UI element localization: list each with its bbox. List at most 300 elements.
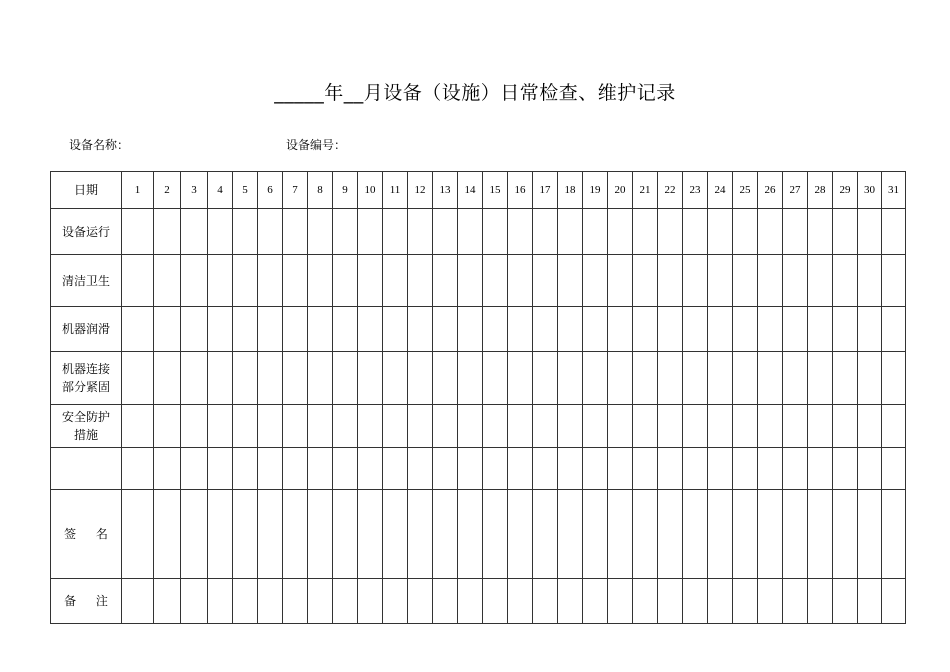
day-header-6: 6 [258, 172, 283, 209]
day-cell[interactable] [154, 255, 181, 307]
day-header-31: 31 [882, 172, 906, 209]
day-cell[interactable] [358, 209, 383, 255]
day-cell[interactable] [633, 255, 658, 307]
day-cell[interactable] [558, 255, 583, 307]
day-header-17: 17 [533, 172, 558, 209]
day-cell[interactable] [658, 307, 683, 352]
day-cell[interactable] [383, 405, 408, 448]
day-cell[interactable] [154, 307, 181, 352]
day-cell[interactable] [758, 209, 783, 255]
day-cell[interactable] [308, 448, 333, 490]
day-cell[interactable] [308, 405, 333, 448]
day-cell[interactable] [683, 448, 708, 490]
day-cell[interactable] [633, 405, 658, 448]
table-row [51, 255, 906, 307]
day-cell[interactable] [558, 209, 583, 255]
day-cell[interactable] [508, 405, 533, 448]
day-cell[interactable] [608, 307, 633, 352]
day-cell[interactable] [233, 255, 258, 307]
day-cell[interactable] [308, 490, 333, 579]
day-cell[interactable] [433, 448, 458, 490]
row-label [51, 490, 122, 579]
day-cell[interactable] [408, 307, 433, 352]
day-cell[interactable] [208, 255, 233, 307]
day-cell[interactable] [758, 352, 783, 405]
day-cell[interactable] [858, 209, 882, 255]
day-cell[interactable] [833, 307, 858, 352]
table-row [51, 209, 906, 255]
day-cell[interactable] [508, 579, 533, 624]
day-cell[interactable] [333, 255, 358, 307]
day-cell[interactable] [483, 405, 508, 448]
day-cell[interactable] [683, 352, 708, 405]
day-cell[interactable] [383, 209, 408, 255]
day-cell[interactable] [708, 448, 733, 490]
day-cell[interactable] [233, 490, 258, 579]
day-cell[interactable] [758, 255, 783, 307]
day-header-7: 7 [283, 172, 308, 209]
day-cell[interactable] [882, 255, 906, 307]
day-cell[interactable] [608, 255, 633, 307]
day-cell[interactable] [154, 352, 181, 405]
day-cell[interactable] [483, 448, 508, 490]
day-cell[interactable] [233, 405, 258, 448]
day-cell[interactable] [558, 448, 583, 490]
equipment-name-label: 设备名称： [69, 138, 130, 152]
day-cell[interactable] [408, 448, 433, 490]
day-header-29: 29 [833, 172, 858, 209]
row-label [51, 255, 122, 307]
day-cell[interactable] [181, 307, 208, 352]
inspection-record-table [50, 171, 906, 624]
row-label [51, 405, 122, 448]
day-cell[interactable] [833, 352, 858, 405]
day-cell[interactable] [758, 307, 783, 352]
day-cell[interactable] [433, 255, 458, 307]
day-cell[interactable] [608, 579, 633, 624]
row-label-line: 签 名 [64, 527, 116, 541]
day-cell[interactable] [383, 448, 408, 490]
day-cell[interactable] [633, 307, 658, 352]
day-cell[interactable] [783, 307, 808, 352]
day-cell[interactable] [181, 209, 208, 255]
day-cell[interactable] [583, 405, 608, 448]
day-cell[interactable] [458, 255, 483, 307]
day-cell[interactable] [208, 405, 233, 448]
day-cell[interactable] [533, 307, 558, 352]
day-cell[interactable] [833, 579, 858, 624]
day-cell[interactable] [258, 209, 283, 255]
table-row [51, 405, 906, 448]
day-cell[interactable] [808, 209, 833, 255]
row-label [51, 352, 122, 405]
day-cell[interactable] [383, 255, 408, 307]
day-cell[interactable] [283, 448, 308, 490]
day-cell[interactable] [708, 255, 733, 307]
day-cell[interactable] [258, 255, 283, 307]
day-cell[interactable] [258, 405, 283, 448]
day-cell[interactable] [308, 209, 333, 255]
day-cell[interactable] [333, 209, 358, 255]
day-header-11: 11 [383, 172, 408, 209]
day-cell[interactable] [758, 579, 783, 624]
day-cell[interactable] [181, 448, 208, 490]
day-cell[interactable] [733, 255, 758, 307]
day-cell[interactable] [508, 448, 533, 490]
table-row [51, 448, 906, 490]
day-cell[interactable] [708, 209, 733, 255]
day-header-1: 1 [122, 172, 154, 209]
day-cell[interactable] [833, 448, 858, 490]
day-cell[interactable] [333, 490, 358, 579]
day-header-20: 20 [608, 172, 633, 209]
day-cell[interactable] [181, 405, 208, 448]
day-cell[interactable] [208, 579, 233, 624]
day-cell[interactable] [458, 579, 483, 624]
day-cell[interactable] [733, 307, 758, 352]
day-cell[interactable] [608, 490, 633, 579]
day-cell[interactable] [808, 352, 833, 405]
day-cell[interactable] [683, 490, 708, 579]
day-cell[interactable] [233, 448, 258, 490]
day-cell[interactable] [882, 490, 906, 579]
day-cell[interactable] [733, 352, 758, 405]
day-cell[interactable] [783, 579, 808, 624]
day-cell[interactable] [882, 307, 906, 352]
day-header-8: 8 [308, 172, 333, 209]
day-cell[interactable] [882, 448, 906, 490]
day-cell[interactable] [808, 579, 833, 624]
day-cell[interactable] [154, 448, 181, 490]
day-cell[interactable] [433, 209, 458, 255]
day-cell[interactable] [733, 209, 758, 255]
day-header-3: 3 [181, 172, 208, 209]
day-cell[interactable] [122, 352, 154, 405]
day-cell[interactable] [533, 405, 558, 448]
day-cell[interactable] [181, 352, 208, 405]
day-cell[interactable] [533, 490, 558, 579]
day-cell[interactable] [458, 405, 483, 448]
day-cell[interactable] [208, 352, 233, 405]
day-cell[interactable] [658, 448, 683, 490]
day-cell[interactable] [383, 352, 408, 405]
row-label-line: 机器连接 [61, 362, 110, 376]
day-header-2: 2 [154, 172, 181, 209]
day-cell[interactable] [433, 352, 458, 405]
day-cell[interactable] [358, 490, 383, 579]
day-cell[interactable] [483, 255, 508, 307]
day-cell[interactable] [508, 352, 533, 405]
day-header-19: 19 [583, 172, 608, 209]
day-header-24: 24 [708, 172, 733, 209]
day-cell[interactable] [783, 490, 808, 579]
day-cell[interactable] [508, 307, 533, 352]
day-cell[interactable] [283, 405, 308, 448]
day-cell[interactable] [258, 307, 283, 352]
day-cell[interactable] [783, 209, 808, 255]
day-cell[interactable] [458, 352, 483, 405]
day-cell[interactable] [333, 307, 358, 352]
day-cell[interactable] [858, 448, 882, 490]
day-cell[interactable] [408, 579, 433, 624]
day-cell[interactable] [233, 209, 258, 255]
day-cell[interactable] [258, 579, 283, 624]
day-cell[interactable] [608, 448, 633, 490]
day-cell[interactable] [808, 490, 833, 579]
day-cell[interactable] [483, 352, 508, 405]
day-cell[interactable] [858, 579, 882, 624]
day-header-5: 5 [233, 172, 258, 209]
day-cell[interactable] [483, 307, 508, 352]
day-cell[interactable] [683, 405, 708, 448]
day-header-4: 4 [208, 172, 233, 209]
day-cell[interactable] [308, 579, 333, 624]
day-cell[interactable] [283, 579, 308, 624]
day-cell[interactable] [683, 209, 708, 255]
day-cell[interactable] [458, 448, 483, 490]
row-label-line: 部分紧固 [61, 380, 110, 394]
day-cell[interactable] [383, 307, 408, 352]
day-cell[interactable] [208, 307, 233, 352]
day-cell[interactable] [208, 209, 233, 255]
day-cell[interactable] [122, 307, 154, 352]
day-cell[interactable] [122, 255, 154, 307]
day-cell[interactable] [181, 490, 208, 579]
day-cell[interactable] [458, 307, 483, 352]
day-cell[interactable] [683, 579, 708, 624]
day-cell[interactable] [758, 448, 783, 490]
day-cell[interactable] [583, 255, 608, 307]
day-cell[interactable] [658, 255, 683, 307]
day-cell[interactable] [483, 579, 508, 624]
day-cell[interactable] [633, 579, 658, 624]
day-cell[interactable] [333, 579, 358, 624]
day-cell[interactable] [758, 490, 783, 579]
day-cell[interactable] [358, 405, 383, 448]
day-cell[interactable] [658, 209, 683, 255]
day-cell[interactable] [583, 490, 608, 579]
day-cell[interactable] [154, 209, 181, 255]
day-cell[interactable] [122, 209, 154, 255]
day-cell[interactable] [508, 209, 533, 255]
day-cell[interactable] [358, 255, 383, 307]
day-cell[interactable] [208, 448, 233, 490]
day-cell[interactable] [308, 352, 333, 405]
day-cell[interactable] [408, 209, 433, 255]
day-cell[interactable] [383, 579, 408, 624]
day-cell[interactable] [408, 405, 433, 448]
day-cell[interactable] [833, 209, 858, 255]
day-cell[interactable] [858, 490, 882, 579]
day-cell[interactable] [308, 307, 333, 352]
day-cell[interactable] [283, 307, 308, 352]
day-cell[interactable] [122, 579, 154, 624]
day-cell[interactable] [181, 579, 208, 624]
day-cell[interactable] [233, 352, 258, 405]
day-cell[interactable] [258, 490, 283, 579]
day-cell[interactable] [408, 490, 433, 579]
day-header-14: 14 [458, 172, 483, 209]
day-cell[interactable] [483, 209, 508, 255]
day-cell[interactable] [633, 490, 658, 579]
day-cell[interactable] [122, 448, 154, 490]
day-cell[interactable] [882, 352, 906, 405]
day-cell[interactable] [533, 448, 558, 490]
day-cell[interactable] [458, 490, 483, 579]
day-cell[interactable] [808, 405, 833, 448]
day-header-28: 28 [808, 172, 833, 209]
day-cell[interactable] [358, 579, 383, 624]
table-row [51, 352, 906, 405]
day-cell[interactable] [733, 490, 758, 579]
day-cell[interactable] [583, 352, 608, 405]
day-cell[interactable] [258, 448, 283, 490]
day-cell[interactable] [283, 490, 308, 579]
day-cell[interactable] [783, 352, 808, 405]
day-header-12: 12 [408, 172, 433, 209]
day-cell[interactable] [858, 307, 882, 352]
day-cell[interactable] [858, 255, 882, 307]
day-cell[interactable] [633, 448, 658, 490]
day-cell[interactable] [882, 209, 906, 255]
day-cell[interactable] [258, 352, 283, 405]
day-cell[interactable] [658, 490, 683, 579]
day-cell[interactable] [233, 579, 258, 624]
day-cell[interactable] [333, 352, 358, 405]
day-header-9: 9 [333, 172, 358, 209]
day-cell[interactable] [833, 255, 858, 307]
day-cell[interactable] [233, 307, 258, 352]
day-cell[interactable] [858, 352, 882, 405]
day-cell[interactable] [408, 255, 433, 307]
day-cell[interactable] [433, 405, 458, 448]
row-label [51, 209, 122, 255]
day-cell[interactable] [308, 255, 333, 307]
day-cell[interactable] [283, 352, 308, 405]
day-cell[interactable] [783, 405, 808, 448]
day-cell[interactable] [733, 579, 758, 624]
day-cell[interactable] [433, 490, 458, 579]
day-cell[interactable] [408, 352, 433, 405]
day-cell[interactable] [558, 352, 583, 405]
day-cell[interactable] [733, 405, 758, 448]
day-header-30: 30 [858, 172, 882, 209]
day-cell[interactable] [783, 255, 808, 307]
day-cell[interactable] [154, 579, 181, 624]
table-row [51, 307, 906, 352]
day-cell[interactable] [508, 490, 533, 579]
day-cell[interactable] [833, 405, 858, 448]
day-cell[interactable] [808, 448, 833, 490]
day-cell[interactable] [458, 209, 483, 255]
day-header-27: 27 [783, 172, 808, 209]
row-label-line: 备 注 [64, 594, 116, 608]
day-cell[interactable] [433, 579, 458, 624]
day-cell[interactable] [558, 490, 583, 579]
day-cell[interactable] [533, 209, 558, 255]
day-cell[interactable] [833, 490, 858, 579]
date-header: 日期 [51, 172, 122, 209]
day-cell[interactable] [858, 405, 882, 448]
day-cell[interactable] [283, 255, 308, 307]
day-cell[interactable] [708, 307, 733, 352]
day-cell[interactable] [658, 352, 683, 405]
equipment-number-label: 设备编号： [286, 138, 347, 152]
day-cell[interactable] [122, 405, 154, 448]
table-row [51, 579, 906, 624]
day-cell[interactable] [433, 307, 458, 352]
day-cell[interactable] [533, 579, 558, 624]
day-cell[interactable] [508, 255, 533, 307]
day-cell[interactable] [358, 307, 383, 352]
day-cell[interactable] [358, 352, 383, 405]
day-cell[interactable] [758, 405, 783, 448]
day-cell[interactable] [882, 405, 906, 448]
day-cell[interactable] [533, 352, 558, 405]
day-cell[interactable] [208, 490, 233, 579]
day-cell[interactable] [783, 448, 808, 490]
day-cell[interactable] [583, 209, 608, 255]
day-cell[interactable] [154, 490, 181, 579]
day-cell[interactable] [583, 448, 608, 490]
day-cell[interactable] [608, 405, 633, 448]
day-cell[interactable] [558, 307, 583, 352]
row-label [51, 579, 122, 624]
row-label [51, 448, 122, 490]
day-cell[interactable] [154, 405, 181, 448]
day-cell[interactable] [808, 255, 833, 307]
day-cell[interactable] [733, 448, 758, 490]
day-header-18: 18 [558, 172, 583, 209]
day-cell[interactable] [808, 307, 833, 352]
day-cell[interactable] [283, 209, 308, 255]
day-cell[interactable] [683, 255, 708, 307]
day-cell[interactable] [358, 448, 383, 490]
day-cell[interactable] [583, 579, 608, 624]
day-cell[interactable] [708, 579, 733, 624]
day-header-26: 26 [758, 172, 783, 209]
day-cell[interactable] [181, 255, 208, 307]
day-cell[interactable] [122, 490, 154, 579]
day-cell[interactable] [383, 490, 408, 579]
day-cell[interactable] [533, 255, 558, 307]
day-header-25: 25 [733, 172, 758, 209]
day-cell[interactable] [558, 579, 583, 624]
table-row [51, 490, 906, 579]
day-header-10: 10 [358, 172, 383, 209]
day-cell[interactable] [683, 307, 708, 352]
day-cell[interactable] [708, 352, 733, 405]
day-cell[interactable] [483, 490, 508, 579]
day-cell[interactable] [558, 405, 583, 448]
day-cell[interactable] [708, 490, 733, 579]
row-label-line: 安全防护 [61, 410, 110, 424]
row-label [51, 307, 122, 352]
day-cell[interactable] [658, 579, 683, 624]
day-cell[interactable] [608, 352, 633, 405]
day-cell[interactable] [608, 209, 633, 255]
day-cell[interactable] [333, 448, 358, 490]
day-cell[interactable] [633, 352, 658, 405]
day-cell[interactable] [333, 405, 358, 448]
day-cell[interactable] [882, 579, 906, 624]
day-header-16: 16 [508, 172, 533, 209]
day-header-15: 15 [483, 172, 508, 209]
day-cell[interactable] [633, 209, 658, 255]
day-cell[interactable] [583, 307, 608, 352]
day-cell[interactable] [708, 405, 733, 448]
day-cell[interactable] [658, 405, 683, 448]
